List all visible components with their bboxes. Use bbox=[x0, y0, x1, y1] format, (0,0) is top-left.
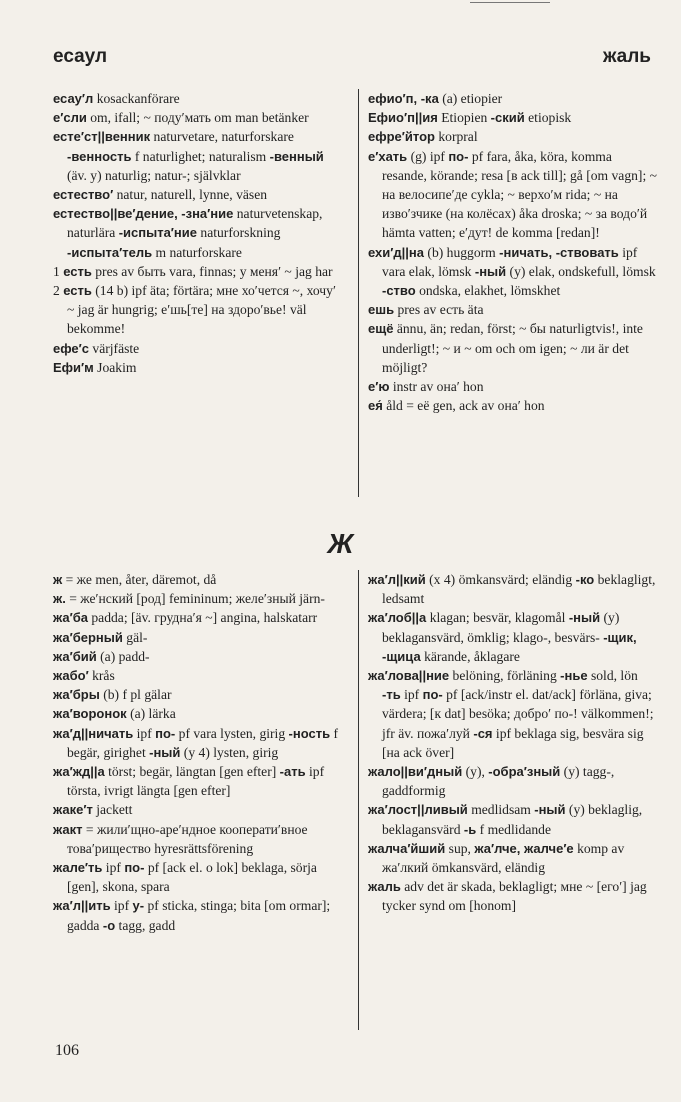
entry-text: Etiopien bbox=[437, 110, 491, 126]
entry-headword: ефе′с bbox=[53, 340, 90, 356]
entry-headword: жа′берный bbox=[53, 629, 123, 645]
entry-headword: -ность bbox=[288, 725, 331, 741]
left-running-head: есаул bbox=[53, 46, 108, 67]
dictionary-entry bbox=[368, 839, 658, 877]
entry-headword: -нье bbox=[560, 668, 588, 684]
entry-text: (y) tagg-, gaddformig bbox=[382, 764, 615, 799]
entry-text: (g) ipf bbox=[407, 148, 449, 164]
entry-headword: -ный bbox=[534, 802, 566, 818]
entry-text: jackett bbox=[92, 802, 133, 818]
dictionary-entry bbox=[53, 358, 343, 377]
entry-headword: -венный bbox=[269, 148, 324, 164]
column-left-top bbox=[53, 89, 343, 377]
entry-headword: есау′л bbox=[53, 91, 94, 106]
entry-headword: -ный bbox=[474, 263, 507, 279]
entry-headword: жа′лоб||а bbox=[368, 610, 427, 626]
dictionary-entry bbox=[53, 666, 343, 685]
dictionary-entry bbox=[368, 89, 658, 108]
entry-headword: ефре′йтор bbox=[368, 129, 435, 145]
entry-headword: жа′л||ить bbox=[53, 898, 111, 914]
entry-text: törst; begär, längtan [gen efter] bbox=[104, 764, 280, 780]
entry-text: naturvetare, naturforskare bbox=[150, 129, 294, 145]
right-running-head: жаль bbox=[602, 46, 651, 67]
entry-headword: ея́ bbox=[368, 398, 383, 414]
dictionary-entry bbox=[368, 147, 658, 243]
entry-text: (a) padd- bbox=[96, 648, 150, 664]
entry-text: pf vara lysten, girig bbox=[175, 725, 289, 741]
column-divider-top bbox=[358, 89, 359, 497]
dictionary-entry bbox=[53, 647, 343, 666]
entry-headword: жа′лост||ливый bbox=[368, 802, 468, 818]
entry-text: ipf bbox=[133, 725, 156, 741]
entry-text: pf sticka, stinga; bita [om ormar]; gadda bbox=[67, 898, 331, 933]
dictionary-entry bbox=[368, 377, 658, 396]
entry-headword: -ть bbox=[382, 687, 401, 703]
entry-headword: е′ю bbox=[368, 379, 390, 395]
entry-headword: ешь bbox=[368, 302, 395, 318]
entry-headword: -ать bbox=[279, 764, 306, 780]
dictionary-entry bbox=[53, 89, 343, 108]
entry-text: = же men, åter, däremot, då bbox=[62, 572, 217, 587]
dictionary-entry bbox=[53, 570, 343, 589]
entry-headword: -ко bbox=[575, 572, 595, 587]
entry-headword: -ский bbox=[490, 110, 525, 126]
entry-text: ipf törsta, ivrigt längta [gen efter] bbox=[67, 764, 325, 799]
entry-text: (a) lärka bbox=[126, 706, 176, 722]
dictionary-entry bbox=[368, 800, 658, 838]
entry-headword: ефио′п, -ка bbox=[368, 91, 439, 106]
entry-headword: -ный bbox=[149, 744, 181, 760]
entry-text: instr av она′ hon bbox=[389, 379, 484, 395]
entry-headword: е′хать bbox=[368, 148, 408, 164]
entry-text: ipf bbox=[110, 898, 133, 914]
entry-text: padda; [äv. грудна′я ~] angina, halskatarr bbox=[87, 610, 318, 626]
dictionary-entry bbox=[53, 685, 343, 704]
entry-headword: есть bbox=[63, 283, 92, 299]
entry-headword: жа′воронок bbox=[53, 706, 127, 722]
entry-text: ipf vara elak, lömsk bbox=[382, 244, 638, 279]
entry-text: ipf bbox=[400, 687, 423, 703]
entry-headword: по- bbox=[422, 687, 443, 703]
entry-text: (a) etiopier bbox=[438, 91, 503, 106]
entry-text: pf fara, åka, köra, komma resande, körande; resa [в ack till]; gå [om vagn]; ~ на велосипе′де cykla; ~ верхо′м rida; ~ на изво′зчике (на колёсах) åka droska; ~ за водо′й hämta vatten; е′дут! de komma [redan]! bbox=[382, 148, 657, 241]
section-letter: Ж bbox=[327, 528, 354, 559]
entry-text: beklagligt, ledsamt bbox=[382, 572, 656, 607]
entry-headword: -щик, -щица bbox=[382, 629, 637, 664]
entry-text: 2 bbox=[53, 283, 64, 299]
entry-headword: жалча′йший bbox=[368, 840, 446, 856]
entry-text: ännu, än; redan, först; ~ бы naturligtvis!, inte underligt!; ~ и ~ om och om igen; ~ ли är det möjligt? bbox=[382, 321, 643, 375]
entry-headword: -испыта′ние bbox=[118, 225, 197, 241]
entry-headword: ж. bbox=[53, 591, 66, 607]
entry-headword: жа′бры bbox=[53, 687, 100, 703]
entry-headword: -обра′зный bbox=[488, 764, 561, 780]
dictionary-entry bbox=[368, 396, 658, 415]
entry-headword: е′сли bbox=[53, 110, 87, 126]
entry-text: etiopisk bbox=[524, 110, 572, 126]
entry-text: 1 bbox=[53, 263, 64, 279]
entry-headword: жа′лова||ние bbox=[368, 668, 450, 684]
dictionary-entry bbox=[53, 262, 343, 281]
dictionary-entry bbox=[368, 666, 658, 762]
entry-text: ipf bbox=[102, 860, 125, 876]
entry-headword: естество′ bbox=[53, 187, 114, 203]
dictionary-entry bbox=[53, 127, 343, 185]
entry-text: ipf beklaga sig, besvära sig [на ack över] bbox=[382, 725, 644, 760]
entry-headword: -ся bbox=[473, 725, 493, 741]
entry-text: (14 b) ipf äta; förtära; мне хо′чется ~, хочу′ ~ jag är hungrig; е′шь[те] на здоро′вье! väl bekomme! bbox=[67, 283, 336, 337]
entry-headword: по- bbox=[448, 148, 469, 164]
entry-text: värjfäste bbox=[89, 340, 140, 356]
entry-text: m naturforskare bbox=[152, 244, 242, 260]
dictionary-entry bbox=[368, 608, 658, 666]
entry-text: f medlidande bbox=[476, 821, 551, 837]
dictionary-entry bbox=[53, 762, 343, 800]
dictionary-entry bbox=[368, 570, 658, 608]
entry-headword: ехи′д||на bbox=[368, 244, 425, 260]
entry-headword: есте′ст||венник bbox=[53, 129, 151, 145]
entry-headword: -ь bbox=[463, 821, 477, 837]
entry-text: f naturlighet; naturalism bbox=[131, 148, 270, 164]
entry-headword: -ство bbox=[382, 283, 416, 299]
entry-headword: жа′бий bbox=[53, 648, 97, 664]
entry-headword: есть bbox=[63, 263, 92, 279]
entry-text: korpral bbox=[434, 129, 478, 145]
entry-headword: жа′ба bbox=[53, 610, 88, 626]
entry-headword: ещё bbox=[368, 321, 394, 337]
entry-text: naturvetenskap, naturlära bbox=[67, 206, 323, 241]
entry-text: komp av жа′лкий ömkansvärd, eländig bbox=[382, 840, 625, 876]
entry-text: (y), bbox=[462, 764, 489, 780]
entry-text: klagan; besvär, klagomål bbox=[426, 610, 569, 626]
entry-headword: ж bbox=[53, 572, 63, 587]
entry-text: (b) huggorm bbox=[424, 244, 500, 260]
entry-text: sup, bbox=[445, 840, 475, 856]
dictionary-entry bbox=[53, 724, 343, 762]
dictionary-entry bbox=[368, 243, 658, 301]
entry-headword: Ефио′п||ия bbox=[368, 110, 438, 126]
entry-headword: -венность bbox=[67, 148, 132, 164]
dictionary-entry bbox=[53, 820, 343, 858]
entry-text: Joakim bbox=[93, 359, 137, 375]
entry-text: krås bbox=[88, 668, 115, 684]
entry-text: (y) elak, ondskefull, lömsk bbox=[506, 263, 656, 279]
entry-headword: Ефи′м bbox=[53, 359, 94, 375]
entry-headword: жа′л||кий bbox=[368, 572, 426, 587]
entry-text: (y) beklaglig, beklagansvärd bbox=[382, 802, 643, 837]
dictionary-entry bbox=[53, 108, 343, 127]
entry-text: (äv. y) naturlig; natur-; självklar bbox=[67, 167, 241, 183]
entry-text: = жили′щно-аре′ндное кооперати′вное това′рищество hyresrättsförening bbox=[67, 821, 308, 856]
page-number: 106 bbox=[55, 1042, 79, 1059]
entry-text: = же′нский [род] femininum; желе′зный järn- bbox=[65, 591, 325, 607]
dictionary-entry bbox=[53, 339, 343, 358]
column-left-bottom bbox=[53, 570, 343, 935]
entry-text: adv det är skada, beklagligt; мне ~ [его′] jag tycker synd om [honom] bbox=[382, 879, 647, 914]
entry-text: om, ifall; ~ поду′мать om man betänker bbox=[86, 110, 309, 126]
entry-text: ondska, elakhet, lömskhet bbox=[415, 283, 561, 299]
entry-text: naturforskning bbox=[197, 225, 281, 241]
dictionary-entry bbox=[53, 204, 343, 262]
entry-headword: жабо′ bbox=[53, 668, 89, 684]
dictionary-entry bbox=[53, 185, 343, 204]
entry-text: kosackanförare bbox=[93, 91, 180, 106]
dictionary-entry bbox=[53, 800, 343, 819]
entry-text: pf [ack/instr el. dat/ack] förläna, giva; värdera; [к dat] besöka; добро′ по-! välkommen!; jfr äv. пожа′луй bbox=[382, 687, 654, 741]
dictionary-entry bbox=[368, 127, 658, 146]
entry-text: medlidsam bbox=[467, 802, 535, 818]
entry-text: belöning, förläning bbox=[449, 668, 561, 684]
entry-text: f begär, girighet bbox=[67, 725, 339, 760]
entry-headword: жа′жд||а bbox=[53, 764, 105, 780]
top-rule bbox=[470, 2, 550, 3]
entry-headword: -ный bbox=[568, 610, 601, 626]
entry-text: (y 4) lysten, girig bbox=[180, 744, 279, 760]
entry-text: tagg, gadd bbox=[115, 917, 176, 933]
entry-headword: -о bbox=[102, 917, 116, 933]
entry-text: (b) f pl gälar bbox=[99, 687, 172, 703]
dictionary-entry bbox=[368, 300, 658, 319]
dictionary-entry bbox=[53, 589, 343, 608]
entry-text: åld = её gen, ack av она′ hon bbox=[382, 398, 545, 414]
entry-text: (x 4) ömkansvärd; eländig bbox=[425, 572, 576, 587]
dictionary-entry bbox=[53, 608, 343, 627]
column-right-bottom bbox=[368, 570, 658, 916]
dictionary-entry bbox=[53, 704, 343, 723]
entry-headword: -испыта′тель bbox=[67, 244, 153, 260]
entry-headword: жакт bbox=[53, 821, 83, 837]
column-divider-bottom bbox=[358, 570, 359, 1030]
entry-headword: жа′лче, жалче′е bbox=[474, 840, 574, 856]
entry-headword: естество||ве′дение, -зна′ние bbox=[53, 206, 234, 222]
dictionary-entry bbox=[53, 628, 343, 647]
entry-headword: жаль bbox=[368, 879, 401, 895]
entry-text: pres av быть vara, finnas; у меня′ ~ jag har bbox=[91, 263, 333, 279]
dictionary-entry bbox=[368, 108, 658, 127]
entry-text: sold, lön bbox=[587, 668, 638, 684]
entry-headword: жало||ви′дный bbox=[368, 764, 463, 780]
column-right-top bbox=[368, 89, 658, 415]
entry-text: (y) beklagansvärd, ömklig; klago-, besvärs- bbox=[382, 610, 620, 645]
entry-text: natur, naturell, lynne, väsen bbox=[113, 187, 268, 203]
dictionary-entry bbox=[368, 319, 658, 377]
entry-headword: по- bbox=[155, 725, 176, 741]
entry-headword: жа′д||ничать bbox=[53, 725, 134, 741]
dictionary-entry bbox=[53, 858, 343, 896]
entry-headword: у- bbox=[132, 898, 145, 914]
entry-headword: жале′ть bbox=[53, 860, 103, 876]
entry-text: gäl- bbox=[122, 629, 148, 645]
dictionary-entry bbox=[53, 896, 343, 934]
entry-headword: по- bbox=[124, 860, 145, 876]
entry-headword: жаке′т bbox=[53, 802, 93, 818]
dictionary-entry bbox=[368, 762, 658, 800]
entry-text: pf [ack el. o lok] beklaga, sörja [gen], skona, spara bbox=[67, 860, 317, 895]
dictionary-entry bbox=[368, 877, 658, 915]
entry-text: pres av есть äta bbox=[394, 302, 484, 318]
dictionary-entry bbox=[53, 281, 343, 339]
entry-headword: -ничать, -ствовать bbox=[499, 244, 619, 260]
entry-text: kärande, åklagare bbox=[420, 648, 520, 664]
